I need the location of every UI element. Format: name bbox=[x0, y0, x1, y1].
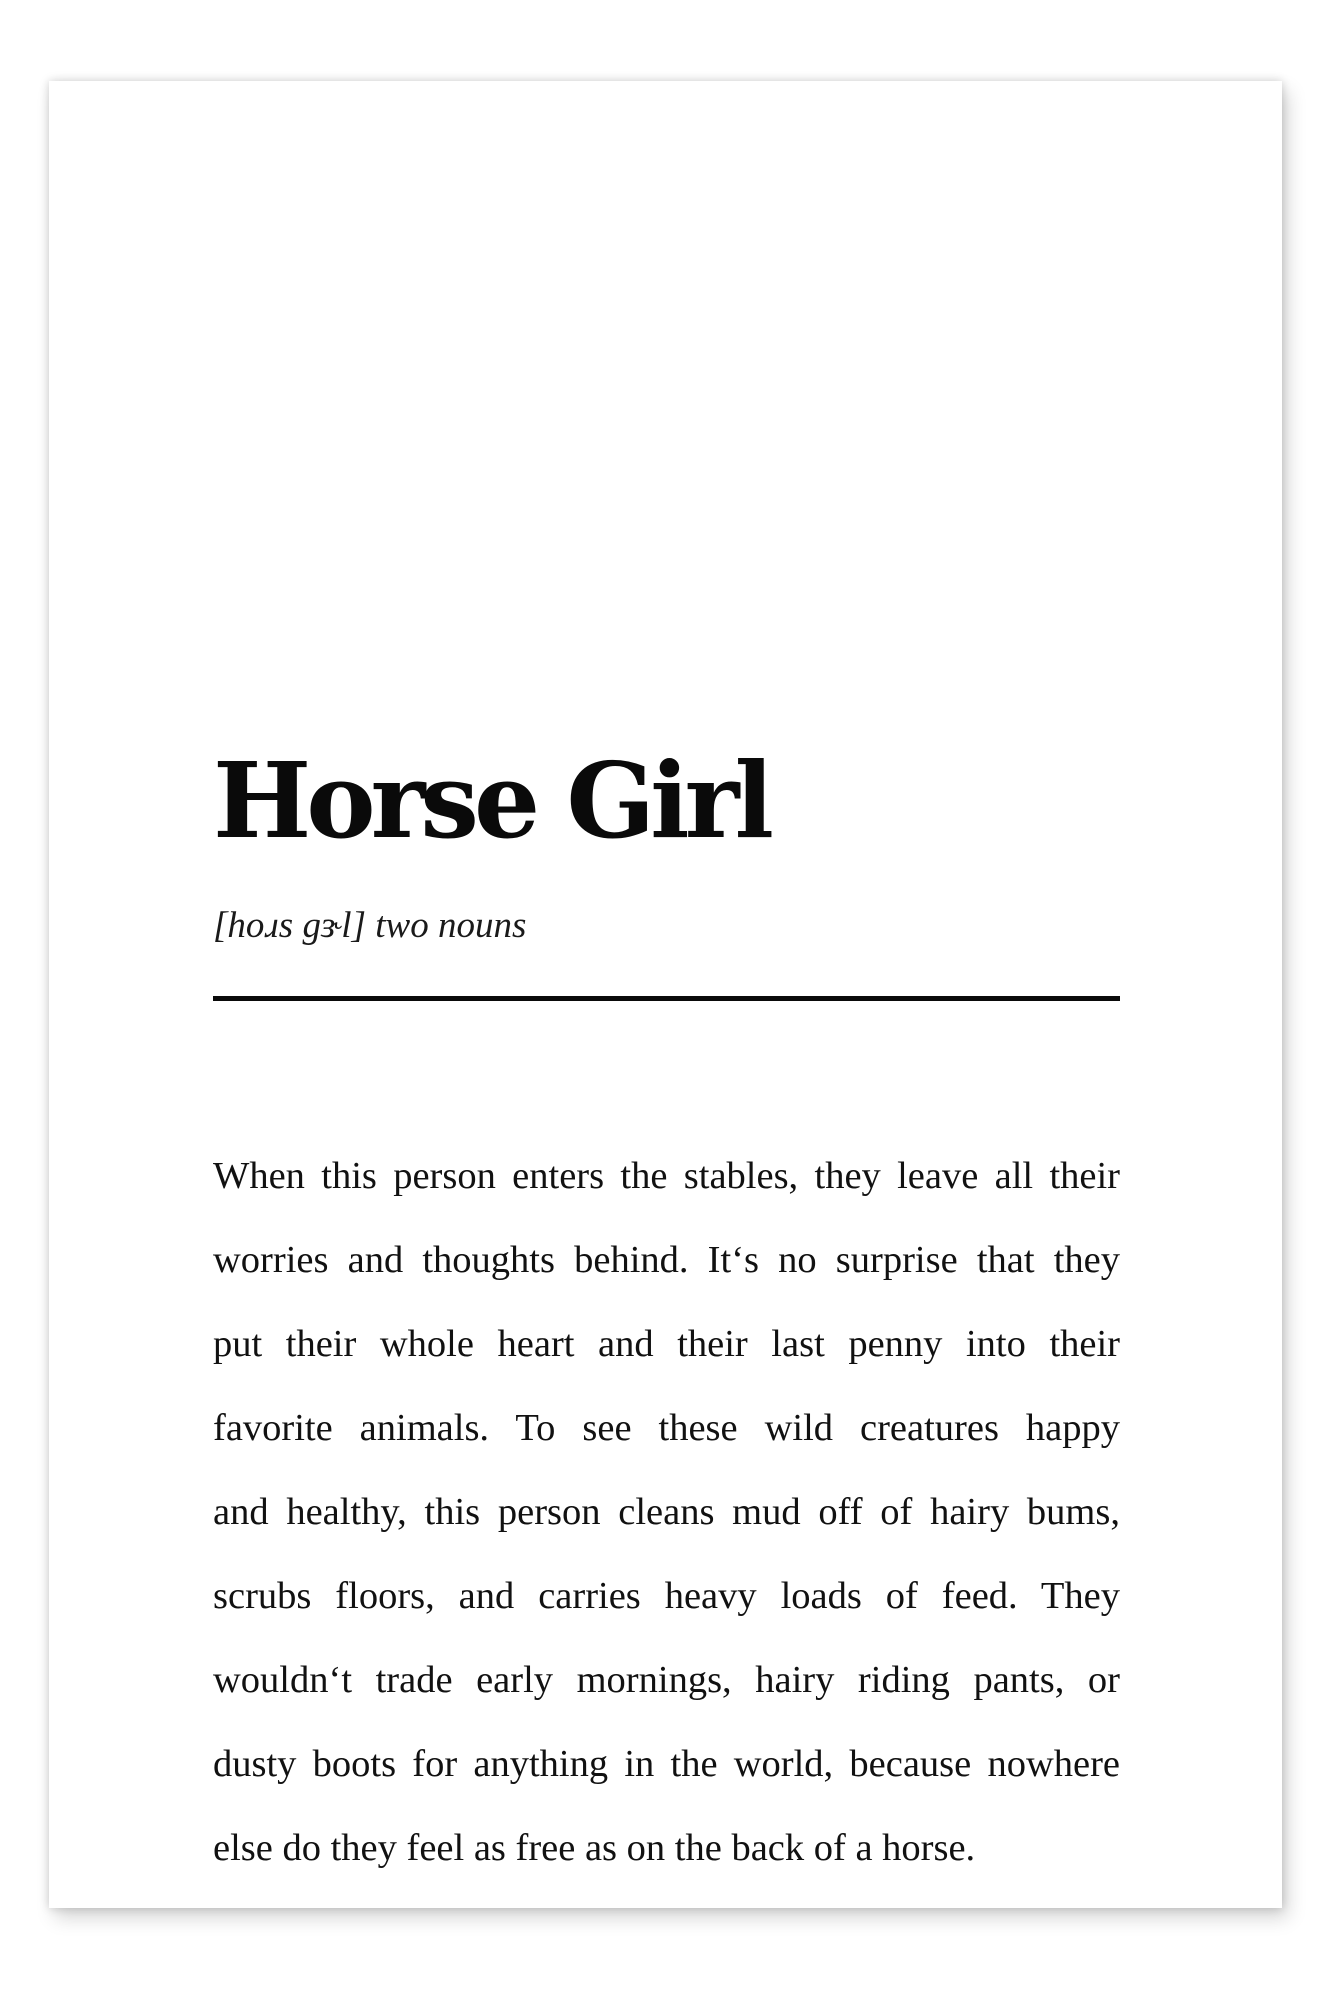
definition-line: dusty boots for anything in the world, because nowhere bbox=[213, 1743, 1120, 1785]
divider-rule bbox=[213, 996, 1120, 1001]
definition-text bbox=[213, 1134, 1120, 1890]
definition-line: else do they feel as free as on the back of a horse. bbox=[213, 1827, 976, 1869]
definition-line: favorite animals. To see these wild creatures happy bbox=[213, 1407, 1120, 1449]
definition-line: and healthy, this person cleans mud off of hairy bums, bbox=[213, 1491, 1120, 1533]
definition-line: scrubs floors, and carries heavy loads of feed. They bbox=[213, 1575, 1120, 1617]
definition-line: worries and thoughts behind. It‘s no surprise that they bbox=[213, 1239, 1120, 1281]
definition-line: wouldn‘t trade early mornings, hairy riding pants, or bbox=[213, 1659, 1120, 1701]
definition-line: When this person enters the stables, they leave all their bbox=[213, 1155, 1120, 1197]
word-title: Horse Girl bbox=[213, 739, 769, 862]
poster-sheet bbox=[49, 81, 1282, 1908]
pronunciation: [hoɹs gɝl] two nouns bbox=[213, 905, 527, 946]
definition-line: put their whole heart and their last penny into their bbox=[213, 1323, 1120, 1365]
